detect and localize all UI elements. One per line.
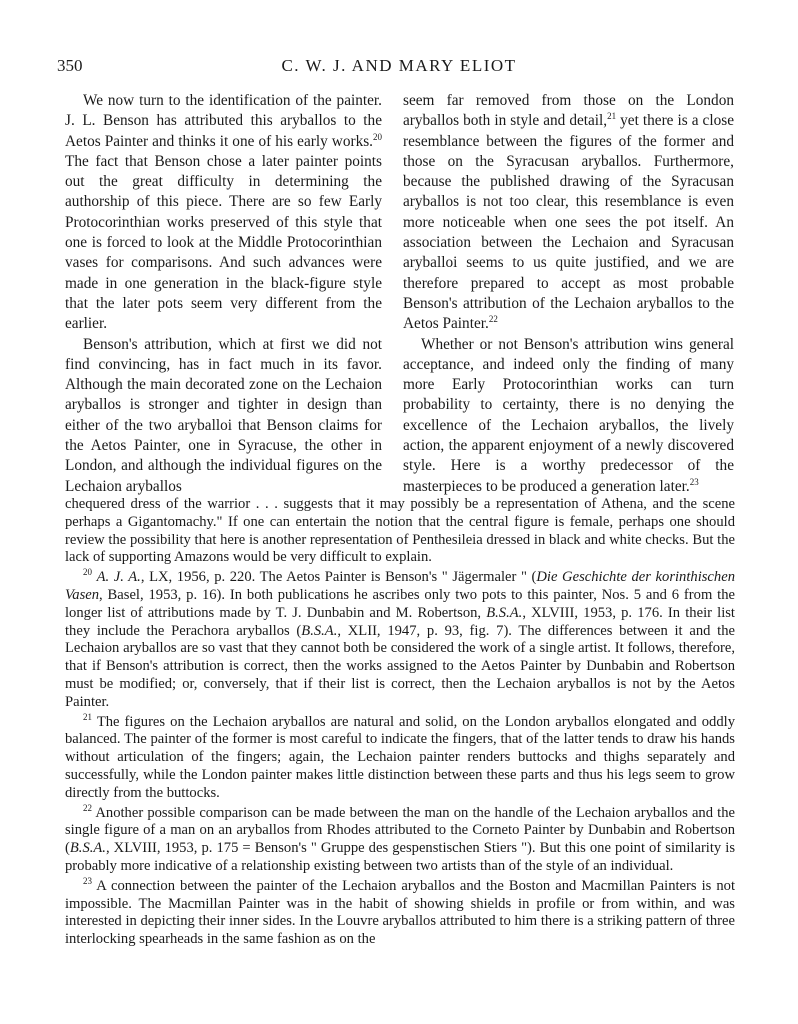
page-number: 350 [57,56,83,75]
footnote-continuation: chequered dress of the warrior . . . suggests that it may possibly be a representation of Athena, and the scene perhaps a Gigantomachy." If one can entertain the notion that the central figure is female, perhaps one should review the possibility that here is another representation of Penthesileia dressed in black and white checks. But the lack of supporting Amazons would be very difficult to explain. [65,496,735,566]
paragraph: Benson's attribution, which at first we did not find convincing, has in fact much in its favor. Although the main decorated zone on the Lechaion aryballos is stronger and tighter in design than either of the two aryballoi that Benson claims for the Aetos Painter, one in Syracuse, the other in London, and although the individual figures on the Lechaion aryballos [65,335,382,495]
footnote-number: 22 [83,802,92,813]
paragraph: We now turn to the identification of the painter. J. L. Benson has attributed this aryballos to the Aetos Painter and thinks it one of his early works.$^{20}$ The fact that Benson chose a later painter points out the great difficulty in determining the authorship of this piece. There are so few Early Protocorinthian works preserved of this style that one is forced to look at the Middle Protocorinthian vases for comparisons. And such advances were made in one generation in the black-figure style that the later pots seem very different from the earlier. [65,92,382,333]
left-column [65,91,382,497]
footnote-23: $^{23}$ A connection between the painter of the Lechaion aryballos and the Boston and Macmillan Painters is not impossible. The Macmillan Painter was in the habit of showing shields in profile or from within, and was interested in depicting their inner sides. In the Louvre aryballos attributed to him there is a striking pattern of three interlocking spearheads in the same fashion as on the [65,875,735,948]
paragraph: seem far removed from those on the London aryballos both in style and detail,$^{21}$ yet there is a close resemblance between the figures of the former and those on the Syracusan aryballos. Furthermore, because the published drawing of the Syracusan aryballos is not too clear, this resemblance is even more noticeable when one sees the pot itself. An association between the Lechaion and Syracusan aryballoi seems to us quite justified, and we are therefore prepared to accept as most probable Benson's attribution of the Lechaion aryballos to the Aetos Painter.$^{22}$ [403,92,734,333]
footnote-ref: 21 [607,111,617,122]
right-column [403,91,734,497]
paragraph: Whether or not Benson's attribution wins general acceptance, and indeed only the finding of many more Early Protocorinthian works can turn probability to certainty, there is no denying the excellence of the Lechaion aryballos, the lively action, the apparent enjoyment of a newly discovered style. Here is a worthy predecessor of the masterpieces to be produced a generation later.$^{23}$ [403,335,734,495]
footnote-ref: 20 [373,131,382,142]
footnote-number: 20 [83,567,92,578]
footnote-number: 23 [83,875,92,886]
footnotes [65,496,735,949]
footnote-22: $^{22}$ Another possible comparison can be made between the man on the handle of the Lechaion aryballos and the single figure of a man on an aryballos from Rhodes attributed to the Corneto Painter by Dunbabin and Robertson (B.S.A., XLVIII, 1953, p. 175 = Benson's " Gruppe des gespenstischen Stiers "). But this one point of similarity is probably more indicative of a relationship existing between two artists than of the style of an individual. [65,802,736,874]
footnote-ref: 23 [689,476,699,487]
footnote-number: 21 [83,711,92,722]
footnote-20: $^{20}$ A. J. A., LX, 1956, p. 220. The Aetos Painter is Benson's " Jägermaler " (Die Geschichte der korinthischen Vasen, Basel, 1953, p. 16). In both publications he ascribes only two pots to this painter, Nos. 5 and 6 from the longer list of attributions made by T. J. Dunbabin and M. Robertson, B.S.A., XLVIII, 1953, p. 176. In their list they include the Perachora aryballos (B.S.A., XLII, 1947, p. 93, fig. 7). The differences between it and the Lechaion aryballos are so vast that they cannot both be considered the work of a single artist. It follows, therefore, that if Benson's attribution is correct, then the works assigned to the Aetos Painter by Dunbabin and Robertson must be modified; or, conversely, that if their list is correct, then the Lechaion aryballos is not by the Aetos Painter. [65,567,735,710]
running-head: C. W. J. AND MARY ELIOT [281,56,517,75]
footnote-21: $^{21}$ The figures on the Lechaion aryballos are natural and solid, on the London aryballos elongated and oddly balanced. The painter of the former is most careful to indicate the fingers, that of the latter tends to draw his hands without articulation of the fingers; again, the Lechaion painter renders buttocks and thighs separately and successfully, while the London painter makes little distinction between these parts and thus his legs seem to grow directly from the buttocks. [65,711,736,801]
footnote-ref: 22 [488,314,498,325]
